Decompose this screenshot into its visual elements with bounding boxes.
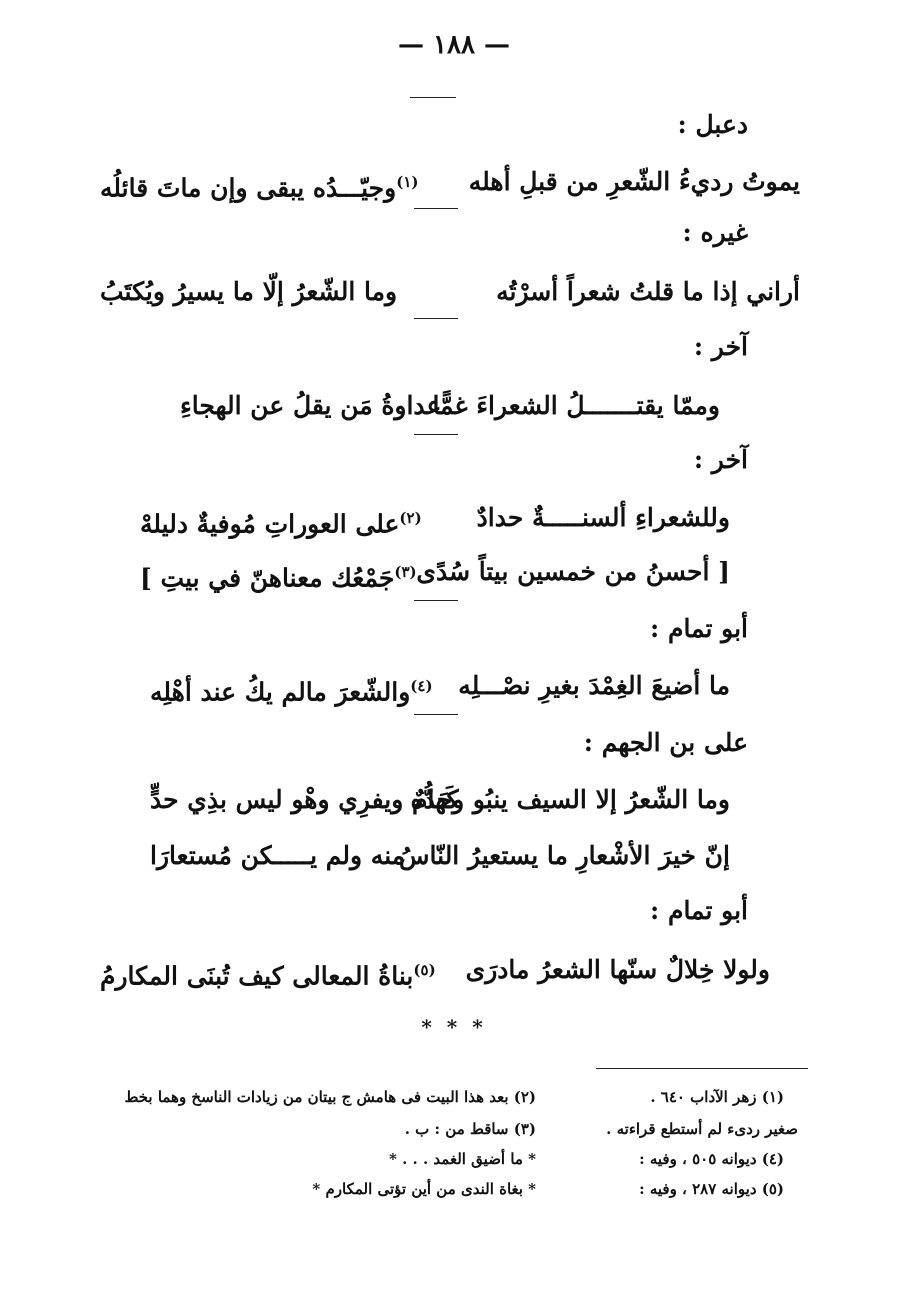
verse-hemistich-second: عداوةُ مَن يقلُ عن الهجاءِ [180, 391, 442, 420]
verse-hemistich-first: أراني إذا ما قلتُ شعراً أسرْتُه [496, 277, 800, 306]
verse-line [100, 946, 770, 994]
section-rule [414, 434, 458, 435]
verse-hemistich-second [140, 494, 422, 548]
verse-hemistich-first: [ أحسنُ من خمسين بيتاً سُدًى [416, 557, 730, 586]
footnote-ref: (٥) [413, 961, 436, 979]
footnote-text: * ما أضيق الغمد . . . * [389, 1150, 536, 1168]
verse-line [150, 662, 730, 710]
hemistich-text: على العوراتِ مُوفيةٌ دليلهْ [140, 509, 400, 539]
speaker-label: على بن الجهم : [583, 728, 748, 757]
footnote-ref: (٣) [394, 563, 417, 581]
footnote-ref: (١) [396, 173, 419, 191]
verse-hemistich-first: وما الشّعرُ إلا السيف ينبُو وحَدُّه [410, 785, 730, 814]
title-rule [410, 97, 456, 98]
verse-hemistich-first: يموتُ رديءُ الشّعرِ من قبلِ أهله [468, 167, 800, 196]
verse-hemistich-first: وممّا يقتـــــــلُ الشعراءَ غمًّا [432, 391, 720, 420]
speaker-label: دعبل : [677, 110, 748, 139]
speaker-label: آخر : [693, 445, 748, 474]
hemistich-text: والشّعرَ مالم يكُ عند أهْلِه [150, 677, 411, 707]
speaker-label: آخر : [693, 332, 748, 361]
section-rule [414, 208, 458, 209]
speaker-label: أبو تمام : [650, 896, 748, 925]
footnote-ref: (٢) [399, 509, 422, 527]
hemistich-text: وجيّـــدُه يبقى وإن ماتَ قائلُه [100, 173, 397, 203]
verse-hemistich-first: ولولا خِلالٌ سنّها الشعرُ مادرَى [465, 955, 770, 984]
hemistich-text: بناةُ المعالى كيف تُبنَى المكارمُ [100, 961, 414, 991]
verse-hemistich-second: منه ولم يـــــكن مُستعارَا [150, 841, 406, 870]
verse-hemistich-second [100, 946, 436, 1000]
footnote-rule [596, 1068, 808, 1069]
verse-hemistich-second: كَهامٌ ويفرِي وهْو ليس بذِي حدٍّ [150, 785, 459, 814]
speaker-label: أبو تمام : [650, 614, 748, 643]
section-rule [414, 318, 458, 319]
verse-line [180, 382, 720, 430]
footnote-text: (٣) ساقط من : ب . [404, 1120, 536, 1138]
speaker-label: غيره : [682, 218, 748, 247]
verse-line [140, 494, 730, 542]
verse-line [100, 158, 800, 206]
section-rule [414, 714, 458, 715]
verse-hemistich-second: وما الشّعرُ إلّا ما يسيرُ ويُكتَبُ [100, 277, 398, 306]
footnote-text: (١) زهر الآداب ٦٤٠ . [650, 1088, 784, 1106]
footnote-text: * بغاة الندى من أين تؤتى المكارم * [312, 1180, 536, 1198]
footnote-text: (٢) بعد هذا البيت فى هامش ج بيتان من زيادات الناسخ وهما بخط [124, 1088, 536, 1106]
footnote-text: (٤) ديوانه ٥٠٥ ، وفيه : [639, 1150, 784, 1168]
verse-line [140, 548, 730, 596]
verse-line [150, 832, 730, 880]
verse-hemistich-second [140, 548, 417, 602]
section-divider-stars: * * * [421, 1015, 487, 1039]
footnote-text: (٥) ديوانه ٢٨٧ ، وفيه : [639, 1180, 784, 1198]
verse-line [100, 268, 800, 316]
footnote-ref: (٤) [410, 677, 433, 695]
verse-line [150, 776, 730, 824]
verse-hemistich-first: وللشعراءِ ألسنـــــةٌ حدادٌ [476, 503, 730, 532]
section-rule [414, 600, 458, 601]
verse-hemistich-second [100, 158, 418, 212]
verse-hemistich-first: إنّ خيرَ الأشْعارِ ما يستعيرُ النّاسُ [399, 841, 730, 870]
verse-hemistich-second [150, 662, 433, 716]
footnote-text: صغير ردىء لم أستطع قراءته . [606, 1120, 798, 1138]
hemistich-text: جَمْعُك معناهنّ في بيتِ ] [140, 563, 395, 593]
verse-hemistich-first: ما أضيعَ الغِمْدَ بغيرِ نصْـــلِه [458, 671, 730, 700]
page-number: — ١٨٨ — [397, 30, 511, 60]
